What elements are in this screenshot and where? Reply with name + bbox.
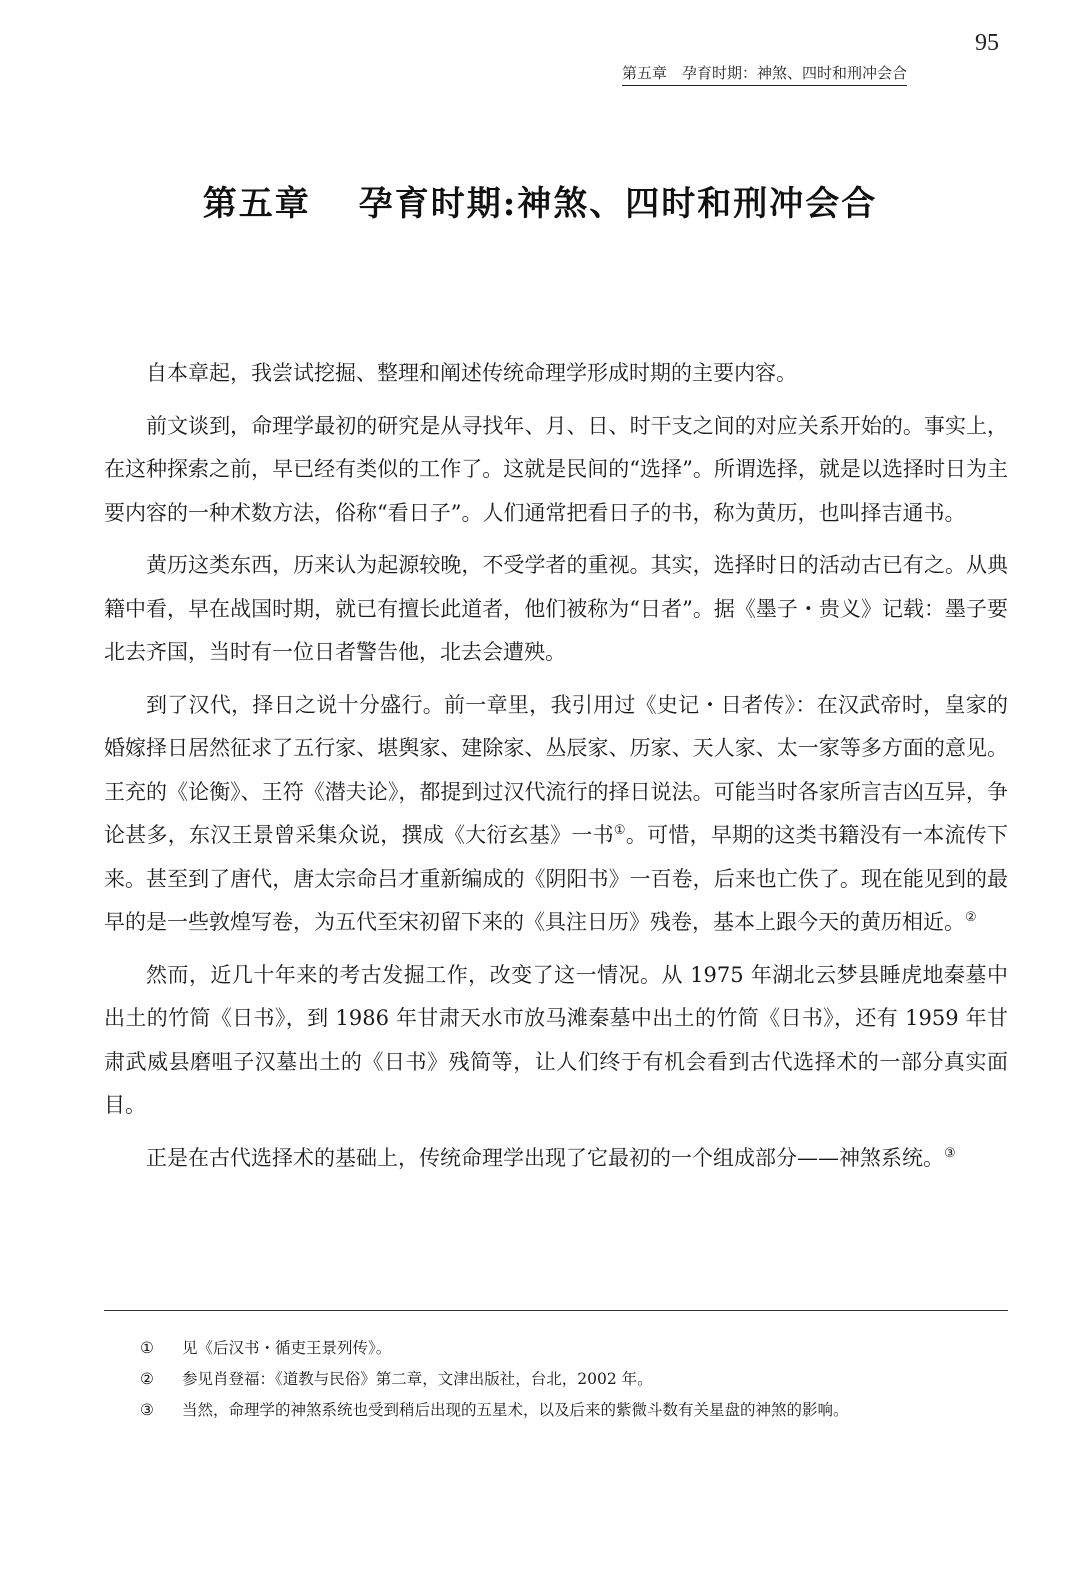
paragraph-text: 正是在古代选择术的基础上，传统命理学出现了它最初的一个组成部分——神煞系统。 (146, 1145, 944, 1170)
running-header: 第五章 孕育时期：神煞、四时和刑冲会合 (622, 62, 907, 86)
paragraph-text: 前文谈到，命理学最初的研究是从寻找年、月、日、时干支之间的对应关系开始的。事实上，在这种探索之前，早已经有类似的工作了。这就是民间的“选择”。所谓选择，就是以选择时日为主要内容的一种术数方法，俗称“看日子”。人们通常把看日子的书，称为黄历，也叫择吉通书。 (104, 413, 1008, 525)
paragraph (104, 954, 1008, 1128)
footnote-divider (104, 1310, 1008, 1311)
chapter-name: 孕育时期:神煞、四时和刑冲会合 (358, 184, 878, 224)
paragraph-text: 。可惜，早期的这类书籍没有一本流传下来。甚至到了唐代，唐太宗命吕才重新编成的《阴阳书》一百卷，后来也亡佚了。现在能见到的最早的是一些敦煌写卷，为五代至宋初留下来的《具注日历》残卷，基本上跟今天的黄历相近。 (104, 823, 1009, 934)
chapter-title (0, 176, 1080, 225)
page-number: 95 (975, 30, 999, 56)
footnote-ref[interactable]: ② (965, 910, 977, 925)
paragraph (104, 1137, 1008, 1181)
paragraph-text: 自本章起，我尝试挖掘、整理和阐述传统命理学形成时期的主要内容。 (146, 361, 797, 385)
paragraph-text: 到了汉代，择日之说十分盛行。前一章里，我引用过《史记・日者传》：在汉武帝时，皇家的婚嫁择日居然征求了五行家、堪舆家、建除家、丛辰家、历家、天人家、太一家等多方面的意见。王充的《论衡》、王符《潜夫论》，都提到过汉代流行的择日说法。可能当时各家所言吉凶互异，争论甚多，东汉王景曾采集众说，撰成《大衍玄基》一书 (104, 692, 1008, 847)
footnote (140, 1395, 1020, 1426)
footnotes (140, 1333, 1020, 1426)
chapter-number: 第五章 (202, 184, 311, 224)
paragraph (104, 405, 1008, 536)
footnote-text: 当然，命理学的神煞系统也受到稍后出现的五星术，以及后来的紫微斗数有关星盘的神煞的影响。 (182, 1401, 849, 1419)
footnote (140, 1333, 1020, 1364)
footnote (140, 1364, 1020, 1395)
paragraph-text: 然而，近几十年来的考古发掘工作，改变了这一情况。从 1975 年湖北云梦县睡虎地秦墓中出土的竹简《日书》，到 1986 年甘肃天水市放马滩秦墓中出土的竹简《日书》，还有 1959 年甘肃武威县磨咀子汉墓出土的《日书》残简等，让人们终于有机会看到古代选择术的一部分真实面目。 (104, 962, 1008, 1117)
paragraph (104, 684, 1008, 945)
paragraph-text: 黄历这类东西，历来认为起源较晚，不受学者的重视。其实，选择时日的活动古已有之。从典籍中看，早在战国时期，就已有擅长此道者，他们被称为“日者”。据《墨子・贵义》记载：墨子要北去齐国，当时有一位日者警告他，北去会遭殃。 (104, 553, 1008, 664)
footnote-text: 参见肖登福：《道教与民俗》第二章，文津出版社，台北，2002 年。 (182, 1370, 653, 1388)
paragraph (104, 352, 1008, 396)
paragraph (104, 544, 1008, 675)
footnote-mark: ② (140, 1370, 154, 1388)
footnote-ref[interactable]: ① (613, 823, 626, 838)
footnote-mark: ① (140, 1339, 154, 1357)
footnote-mark: ③ (140, 1401, 154, 1419)
footnote-text: 见《后汉书・循吏王景列传》。 (182, 1339, 392, 1357)
body-text (104, 352, 1008, 1189)
footnote-ref[interactable]: ③ (944, 1145, 956, 1161)
